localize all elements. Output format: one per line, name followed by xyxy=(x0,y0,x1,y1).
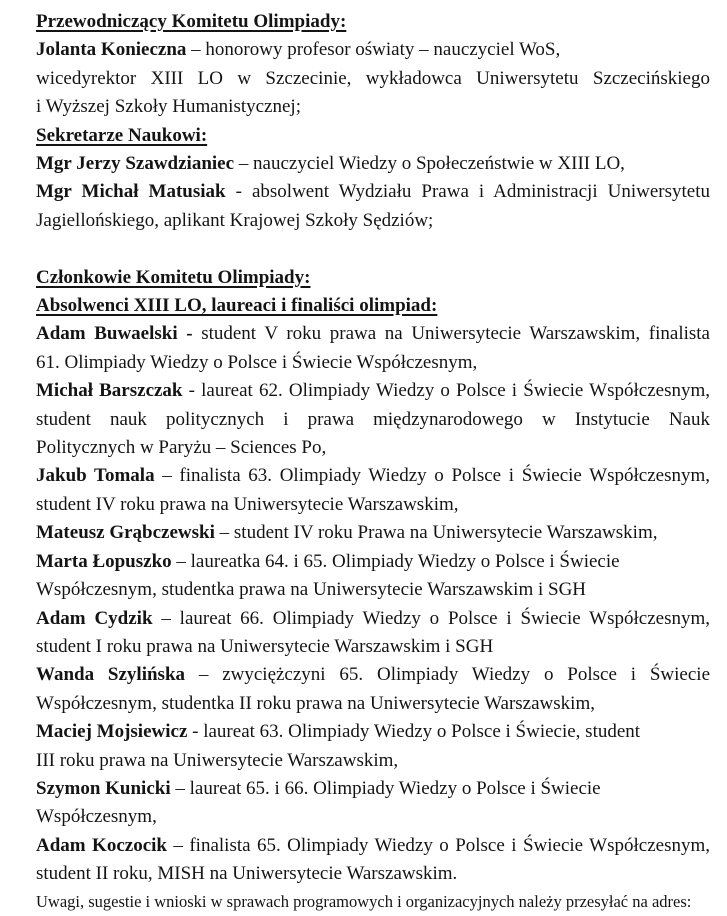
entry-description: – laureat 66. Olimpiady Wiedzy o Polsce i Świecie Współczesnym, xyxy=(152,607,710,629)
entry-description: - laureat 62. Olimpiady Wiedzy o Polsce i Świecie Współczesnym, xyxy=(182,380,710,402)
text-line: Jagiellońskiego, aplikant Krajowej Szkoły Sędziów; xyxy=(36,209,434,231)
person-name: Mgr Jerzy Szawdzianiec xyxy=(36,153,235,175)
entry-line xyxy=(36,718,710,746)
text-line: III roku prawa na Uniwersytecie Warszawskim, xyxy=(36,749,399,771)
text-line: Współczesnym, xyxy=(36,806,157,828)
text-line: 61. Olimpiady Wiedzy o Polsce i Świecie Współczesnym, xyxy=(36,351,478,373)
document-text xyxy=(36,8,710,914)
entry-line xyxy=(36,150,710,178)
person-name: Szymon Kunicki xyxy=(36,777,171,799)
entry-description: – zwyciężczyni 65. Olimpiady Wiedzy o Polsce i Świecie xyxy=(185,664,710,686)
entry-line xyxy=(36,661,710,689)
text-line: i Wyższej Szkoły Humanistycznej; xyxy=(36,96,301,118)
person-name: Michał Barszczak xyxy=(36,380,183,402)
section-heading: Sekretarze Naukowi: xyxy=(36,124,208,146)
person-name: Adam Cydzik xyxy=(36,607,153,629)
entry-line xyxy=(36,775,710,803)
text-line: student IV roku prawa na Uniwersytecie Warszawskim, xyxy=(36,493,459,515)
entry-line xyxy=(36,36,710,64)
section-heading: Przewodniczący Komitetu Olimpiady: xyxy=(36,11,347,32)
text-line: Politycznych w Paryżu – Sciences Po, xyxy=(36,437,327,459)
entry-line xyxy=(36,462,710,490)
entry-line xyxy=(36,519,710,547)
section-heading: Absolwenci XIII LO, laureaci i finaliści olimpiad: xyxy=(36,295,438,317)
entry-description: – honorowy profesor oświaty – nauczyciel WoS, xyxy=(186,39,561,61)
person-name: Adam Koczocik xyxy=(36,834,167,856)
blank-line xyxy=(36,235,710,263)
entry-description: – student IV roku Prawa na Uniwersytecie Warszawskim, xyxy=(214,522,658,544)
person-name: Wanda Szylińska xyxy=(36,664,186,686)
person-name: Adam Buwaelski - xyxy=(36,323,193,345)
person-name: Jolanta Konieczna xyxy=(36,39,187,61)
entry-line xyxy=(36,377,710,405)
text-line: student nauk politycznych i prawa międzynarodowego w Instytucie Nauk xyxy=(36,408,710,430)
person-name: Marta Łopuszko xyxy=(36,550,172,572)
person-name: Mgr Michał Matusiak xyxy=(36,181,226,203)
text-line: Współczesnym, studentka II roku prawa na Uniwersytecie Warszawskim, xyxy=(36,692,595,714)
text-line: Współczesnym, studentka prawa na Uniwersytecie Warszawskim i SGH xyxy=(36,579,587,601)
entry-line xyxy=(36,548,710,576)
entry-line xyxy=(36,832,710,860)
entry-line xyxy=(36,178,710,206)
entry-description: – finalista 63. Olimpiady Wiedzy o Polsce i Świecie Współczesnym, xyxy=(154,465,710,487)
entry-description: – laureatka 64. i 65. Olimpiady Wiedzy o Polsce i Świecie xyxy=(171,550,620,572)
entry-description: – nauczyciel Wiedzy o Społeczeństwie w XIII LO, xyxy=(234,153,625,175)
person-name: Jakub Tomala xyxy=(36,465,155,487)
person-name: Mateusz Grąbczewski xyxy=(36,522,215,544)
text-line: student I roku prawa na Uniwersytecie Warszawskim i SGH xyxy=(36,635,494,657)
entry-description: student V roku prawa na Uniwersytecie Warszawskim, finalista xyxy=(192,323,710,345)
section-heading: Członkowie Komitetu Olimpiady: xyxy=(36,266,311,288)
entry-description: - laureat 63. Olimpiady Wiedzy o Polsce i Świecie, student xyxy=(187,721,641,743)
person-name: Maciej Mojsiewicz xyxy=(36,721,188,743)
entry-description: - absolwent Wydziału Prawa i Administracji Uniwersytetu xyxy=(225,181,710,203)
text-line: wicedyrektor XIII LO w Szczecinie, wykładowca Uniwersytetu Szczecińskiego xyxy=(36,67,710,89)
entry-description: – finalista 65. Olimpiady Wiedzy o Polsce i Świecie Współczesnym, xyxy=(166,834,710,856)
text-line: student II roku, MISH na Uniwersytecie Warszawskim. xyxy=(36,863,458,885)
entry-line xyxy=(36,320,710,348)
footer-note: Uwagi, sugestie i wnioski w sprawach programowych i organizacyjnych należy przesyłać na adres: xyxy=(36,891,692,911)
entry-description: – laureat 65. i 66. Olimpiady Wiedzy o Polsce i Świecie xyxy=(170,777,601,799)
entry-line xyxy=(36,605,710,633)
